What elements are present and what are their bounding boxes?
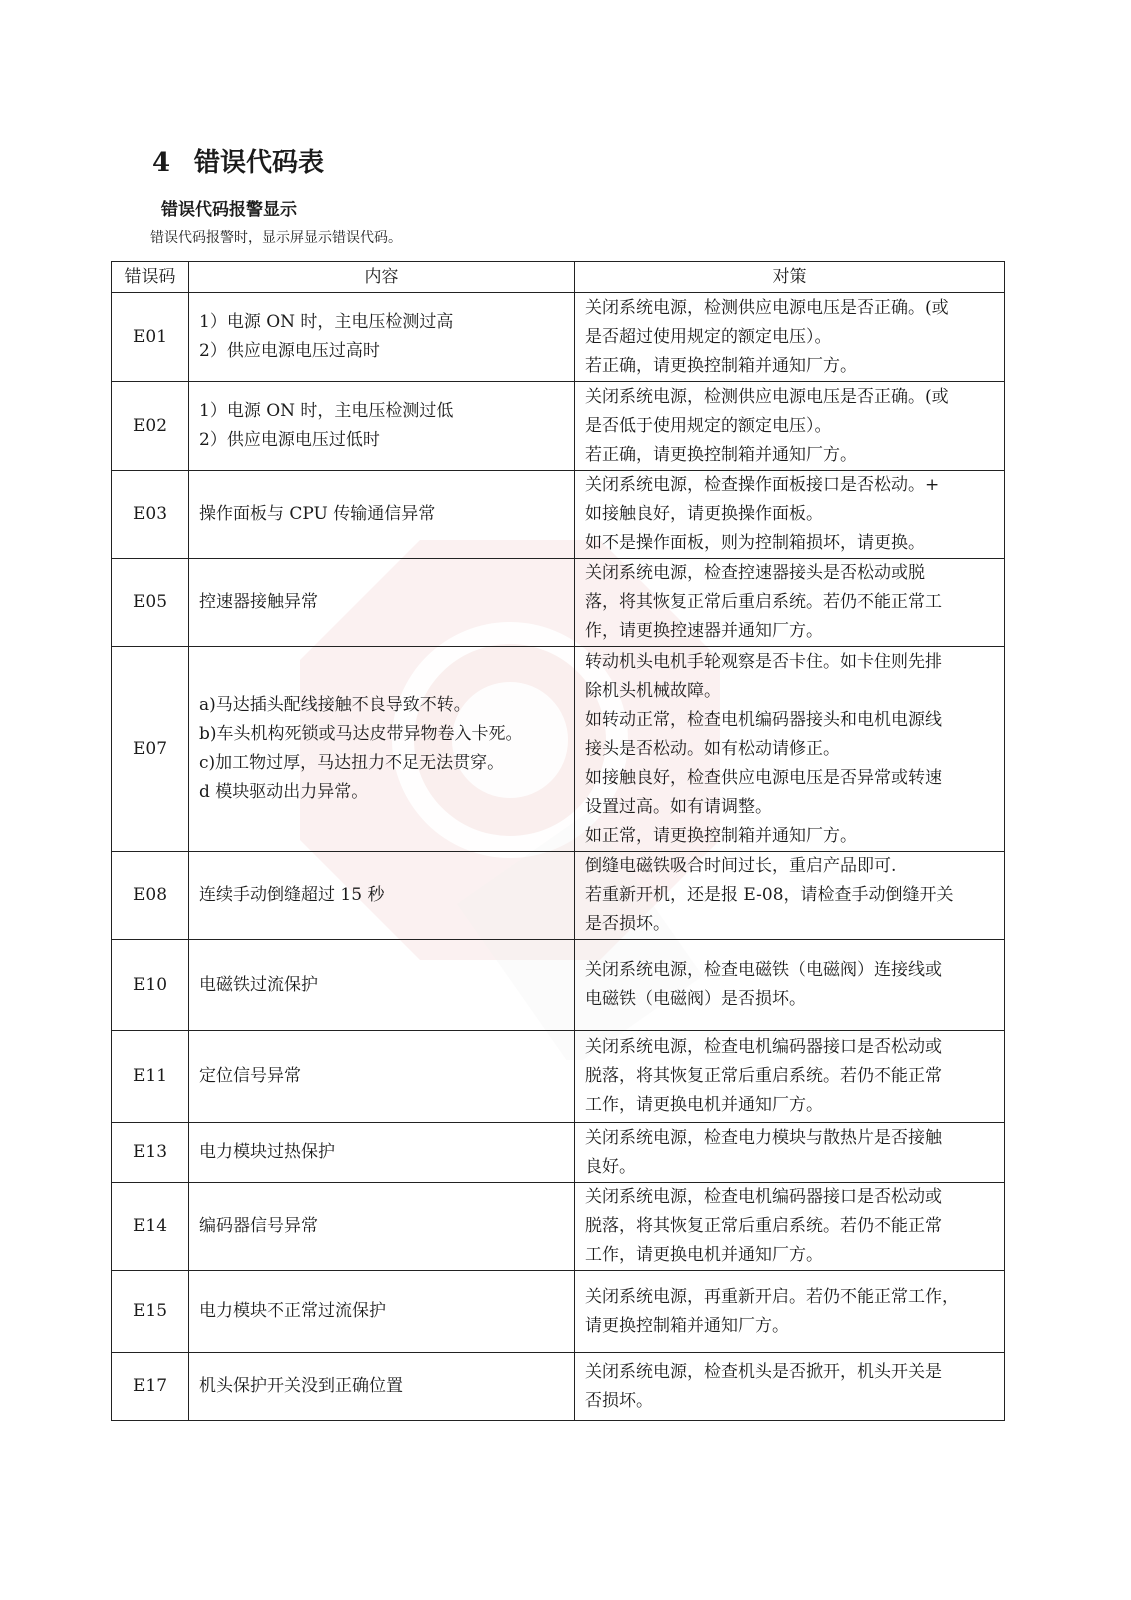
content-line: 电力模块不正常过流保护 <box>199 1301 386 1321</box>
action-line: 工作，请更换电机并通知厂方。 <box>585 1245 823 1265</box>
action-line: 脱落，将其恢复正常后重启系统。若仍不能正常 <box>585 1066 942 1086</box>
content-line: 连续手动倒缝超过 15 秒 <box>199 885 385 905</box>
error-action-cell <box>575 1271 1005 1353</box>
table-row <box>112 852 1005 940</box>
action-line: 关闭系统电源，检查控速器接头是否松动或脱 <box>585 563 925 583</box>
action-line: 关闭系统电源，检查电磁铁（电磁阀）连接线或 <box>585 960 942 980</box>
action-line: 如不是操作面板，则为控制箱损坏，请更换。 <box>585 533 925 553</box>
section-heading <box>152 146 324 180</box>
table-row <box>112 940 1005 1031</box>
content-line: 机头保护开关没到正确位置 <box>199 1376 403 1396</box>
table-body <box>112 293 1005 1421</box>
content-line: 电力模块过热保护 <box>199 1142 335 1162</box>
error-content-cell <box>189 382 575 471</box>
table-row <box>112 1353 1005 1421</box>
action-line: 关闭系统电源，检查电机编码器接口是否松动或 <box>585 1037 942 1057</box>
error-content-cell <box>189 1123 575 1183</box>
action-line: 关闭系统电源，检测供应电源电压是否正确。(或 <box>585 297 949 318</box>
subsection-title: 错误代码报警显示 <box>161 200 297 220</box>
table-header-row <box>112 262 1005 293</box>
error-code-cell: E05 <box>112 559 189 647</box>
error-code-cell: E13 <box>112 1123 189 1183</box>
action-line: 如接触良好，检查供应电源电压是否异常或转速 <box>585 767 942 788</box>
action-line: 落，将其恢复正常后重启系统。若仍不能正常工 <box>585 592 942 612</box>
header-action: 对策 <box>575 262 1005 293</box>
action-line: 关闭系统电源，再重新开启。若仍不能正常工作， <box>585 1286 959 1307</box>
action-line: 若重新开机，还是报 E-08，请检查手动倒缝开关 <box>585 885 954 905</box>
table-row <box>112 1271 1005 1353</box>
error-content-cell <box>189 471 575 559</box>
action-line: 请更换控制箱并通知厂方。 <box>585 1315 789 1336</box>
action-line: 是否损坏。 <box>585 914 670 934</box>
section-title: 错误代码表 <box>194 148 325 178</box>
content-line: 操作面板与 CPU 传输通信异常 <box>199 504 436 524</box>
error-code-cell: E08 <box>112 852 189 940</box>
error-code-table <box>111 261 1005 1421</box>
action-line: 是否低于使用规定的额定电压）。 <box>585 415 832 436</box>
action-line: 接头是否松动。如有松动请修正。 <box>585 738 840 759</box>
action-line: 否损坏。 <box>585 1390 653 1411</box>
header-code: 错误码 <box>112 262 189 293</box>
content-line: 编码器信号异常 <box>199 1216 318 1236</box>
error-content-cell <box>189 1353 575 1421</box>
action-line: 关闭系统电源，检查电机编码器接口是否松动或 <box>585 1187 942 1207</box>
header-content: 内容 <box>189 262 575 293</box>
section-number: 4 <box>152 148 171 178</box>
error-code-cell: E17 <box>112 1353 189 1421</box>
error-action-cell <box>575 471 1005 559</box>
error-code-cell: E15 <box>112 1271 189 1353</box>
table-row <box>112 1183 1005 1271</box>
error-action-cell <box>575 382 1005 471</box>
content-line: 电磁铁过流保护 <box>199 974 318 995</box>
action-line: 转动机头电机手轮观察是否卡住。如卡住则先排 <box>585 651 942 672</box>
action-line: 如接触良好，请更换操作面板。 <box>585 504 823 524</box>
content-line: b)车头机构死锁或马达皮带异物卷入卡死。 <box>199 724 523 744</box>
content-line: 定位信号异常 <box>199 1066 301 1086</box>
error-content-cell <box>189 1271 575 1353</box>
error-content-cell <box>189 1031 575 1123</box>
action-line: 如转动正常，检查电机编码器接头和电机电源线 <box>585 709 942 730</box>
table-row <box>112 471 1005 559</box>
action-line: 脱落，将其恢复正常后重启系统。若仍不能正常 <box>585 1216 942 1236</box>
error-action-cell <box>575 647 1005 852</box>
table-row <box>112 1123 1005 1183</box>
content-line: 1）电源 ON 时，主电压检测过高 <box>199 312 454 332</box>
content-line: 2）供应电源电压过低时 <box>199 430 380 450</box>
error-action-cell <box>575 293 1005 382</box>
error-content-cell <box>189 1183 575 1271</box>
error-action-cell <box>575 852 1005 940</box>
action-line: 关闭系统电源，检查机头是否掀开，机头开关是 <box>585 1361 942 1382</box>
action-line: 关闭系统电源，检查电力模块与散热片是否接触 <box>585 1127 942 1148</box>
error-code-cell: E14 <box>112 1183 189 1271</box>
content-line: 控速器接触异常 <box>199 592 318 612</box>
table-row <box>112 382 1005 471</box>
error-content-cell <box>189 852 575 940</box>
error-content-cell <box>189 293 575 382</box>
table-row <box>112 559 1005 647</box>
error-action-cell <box>575 1031 1005 1123</box>
action-line: 倒缝电磁铁吸合时间过长，重启产品即可. <box>585 856 897 876</box>
action-line: 如正常，请更换控制箱并通知厂方。 <box>585 825 857 846</box>
error-content-cell <box>189 940 575 1031</box>
error-action-cell <box>575 940 1005 1031</box>
error-code-cell: E11 <box>112 1031 189 1123</box>
action-line: 若正确，请更换控制箱并通知厂方。 <box>585 444 857 465</box>
error-content-cell <box>189 559 575 647</box>
error-action-cell <box>575 1123 1005 1183</box>
subsection-intro: 错误代码报警时，显示屏显示错误代码。 <box>150 230 402 246</box>
action-line: 电磁铁（电磁阀）是否损坏。 <box>585 989 806 1009</box>
action-line: 设置过高。如有请调整。 <box>585 796 772 817</box>
error-code-cell: E01 <box>112 293 189 382</box>
table-row <box>112 647 1005 852</box>
error-code-cell: E10 <box>112 940 189 1031</box>
content-line: d 模块驱动出力异常。 <box>199 782 369 802</box>
action-line: 若正确，请更换控制箱并通知厂方。 <box>585 355 857 376</box>
content-line: a)马达插头配线接触不良导致不转。 <box>199 695 471 715</box>
action-line: 是否超过使用规定的额定电压）。 <box>585 326 832 347</box>
action-line: 工作，请更换电机并通知厂方。 <box>585 1095 823 1115</box>
action-line: 作，请更换控速器并通知厂方。 <box>585 621 823 641</box>
table-row <box>112 1031 1005 1123</box>
content-line: 1）电源 ON 时，主电压检测过低 <box>199 401 454 421</box>
table-row <box>112 293 1005 382</box>
action-line: 关闭系统电源，检测供应电源电压是否正确。(或 <box>585 386 949 407</box>
error-code-cell: E02 <box>112 382 189 471</box>
error-action-cell <box>575 1353 1005 1421</box>
action-line: 除机头机械故障。 <box>585 680 721 701</box>
error-code-cell: E03 <box>112 471 189 559</box>
content-line: 2）供应电源电压过高时 <box>199 341 380 361</box>
error-action-cell <box>575 1183 1005 1271</box>
action-line: 关闭系统电源，检查操作面板接口是否松动。+ <box>585 475 940 495</box>
action-line: 良好。 <box>585 1156 636 1177</box>
error-action-cell <box>575 559 1005 647</box>
content-line: c)加工物过厚，马达扭力不足无法贯穿。 <box>199 753 505 773</box>
error-content-cell <box>189 647 575 852</box>
error-code-cell: E07 <box>112 647 189 852</box>
